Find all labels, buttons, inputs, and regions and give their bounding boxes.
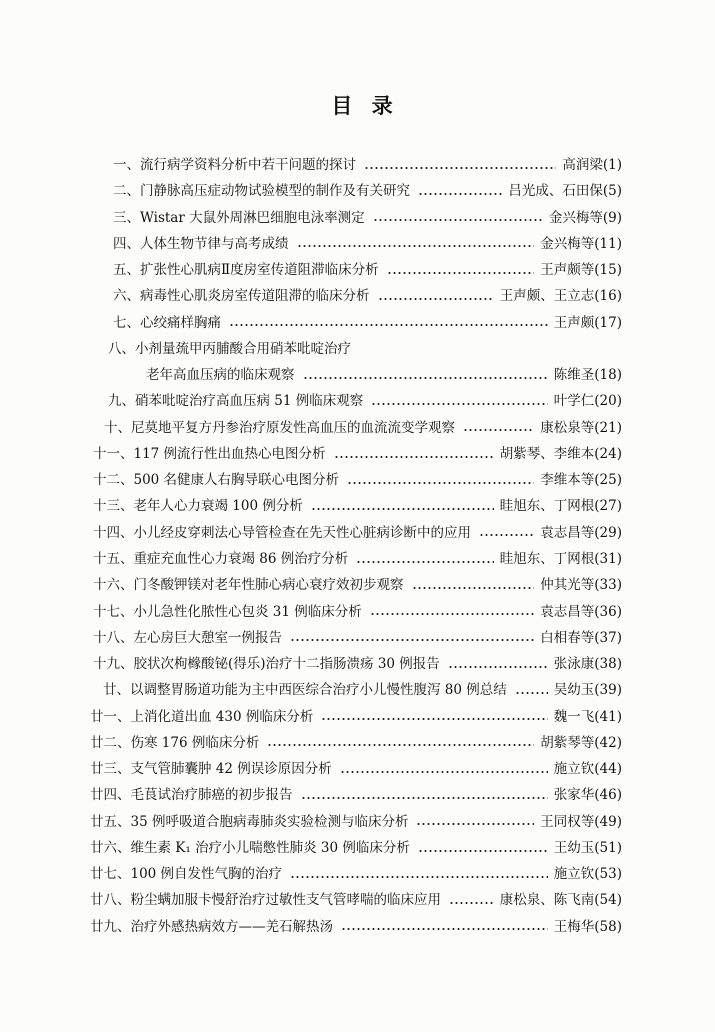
- entry-number: 十四、: [93, 524, 134, 541]
- entry-title: 小儿急性化脓性心包炎 31 例临床分析: [133, 603, 362, 620]
- toc-entry: [93, 520, 622, 546]
- entry-page-number: (37): [594, 629, 622, 646]
- toc-entry: [113, 178, 622, 204]
- toc-entry: [113, 205, 622, 231]
- toc-entry: [93, 441, 622, 467]
- entry-author: 施立钦: [553, 866, 595, 883]
- entry-author: 陈维圣: [553, 367, 595, 384]
- entry-page-number: (38): [594, 656, 622, 673]
- entry-number: 十二、: [93, 472, 134, 489]
- entry-author: 袁志昌等: [540, 603, 595, 620]
- entry-number: 廿二、: [90, 734, 131, 751]
- toc-entry: [108, 388, 622, 414]
- entry-page-number: (16): [594, 288, 622, 305]
- entry-title: 硝苯吡啶治疗高血压病 51 例临床观察: [135, 393, 364, 410]
- entry-number: 二、: [113, 183, 140, 200]
- entry-number: 十五、: [93, 550, 134, 567]
- entry-title: 门静脉高压症动物试验模型的制作及有关研究: [140, 183, 410, 200]
- toc-entry: [93, 493, 622, 519]
- entry-number: 十、: [104, 419, 131, 436]
- entry-number: 十六、: [93, 577, 134, 594]
- leader-dots: [515, 691, 548, 695]
- entry-title: 117 例流行性出血热心电图分析: [133, 445, 326, 462]
- entry-page-number: (20): [594, 393, 622, 410]
- entry-title: 100 例自发性气胸的治疗: [130, 866, 283, 883]
- entry-title: 35 例呼吸道合胞病毒肺炎实验检测与临床分析: [130, 813, 409, 830]
- entry-page-number: (58): [594, 918, 622, 935]
- entry-number: 廿七、: [90, 866, 131, 883]
- leader-dots: [371, 402, 548, 406]
- entry-page-number: (41): [594, 708, 622, 725]
- entry-number: 廿三、: [90, 761, 131, 778]
- entry-page-number: (42): [594, 734, 622, 751]
- toc-entry: [90, 835, 622, 861]
- entry-number: 十八、: [93, 629, 134, 646]
- toc-entry: [113, 310, 622, 336]
- entry-author: 王幼玉: [553, 839, 595, 856]
- entry-page-number: (5): [602, 183, 622, 200]
- entry-page-number: (39): [594, 682, 622, 699]
- entry-author: 高润梁: [562, 157, 603, 173]
- toc-entry: [104, 415, 622, 441]
- entry-title: 左心房巨大憩室一例报告: [133, 629, 282, 646]
- toc-entry: [93, 625, 622, 651]
- entry-number: 廿九、: [90, 918, 131, 935]
- entry-number: 四、: [113, 235, 140, 252]
- entry-author: 王声颇等: [540, 262, 595, 279]
- leader-dots: [301, 796, 548, 800]
- entry-title: 重症充血性心力衰竭 86 例治疗分析: [133, 550, 349, 567]
- toc-entry: [113, 231, 622, 257]
- leader-dots: [416, 822, 534, 826]
- entry-number: 五、: [113, 262, 140, 279]
- entry-author: 康松泉等: [540, 419, 595, 436]
- leader-dots: [356, 560, 494, 564]
- entry-number: 廿、: [103, 682, 130, 699]
- entry-author: 眭旭东、丁网根: [499, 498, 595, 515]
- entry-title: 小剂量巯甲丙脯酸合用硝苯吡啶治疗: [135, 340, 351, 357]
- entry-title: 人体生物节律与高考成绩: [140, 235, 289, 252]
- leader-dots: [373, 218, 543, 222]
- entry-number: 廿五、: [90, 813, 131, 830]
- entry-author: 吴幼玉: [553, 682, 595, 699]
- entry-author: 王声颇: [553, 314, 595, 331]
- leader-dots: [321, 717, 547, 721]
- toc-entry: [90, 861, 622, 887]
- toc-entry-continuation: [146, 362, 622, 388]
- entry-title: 支气管肺囊肿 42 例误诊原因分析: [130, 761, 332, 778]
- toc-entry: [90, 730, 622, 756]
- entry-page-number: (1): [602, 157, 622, 173]
- leader-dots: [479, 533, 534, 537]
- entry-title-continuation: 老年高血压病的临床观察: [146, 367, 295, 384]
- leader-dots: [378, 297, 494, 301]
- entry-author: 金兴梅等: [540, 235, 595, 252]
- toc-entry: [113, 257, 622, 283]
- entry-author: 金兴梅等: [548, 209, 603, 226]
- entry-author: 白相春等: [540, 629, 595, 646]
- entry-author: 魏一飞: [553, 708, 595, 725]
- entry-number: 十九、: [93, 656, 134, 673]
- entry-author: 张家华: [553, 787, 595, 804]
- entry-author: 胡紫琴等: [540, 734, 595, 751]
- entry-title: 维生素 K₁ 治疗小儿喘憋性肺炎 30 例临床分析: [130, 839, 410, 856]
- entry-number: 十三、: [93, 498, 134, 515]
- leader-dots: [364, 166, 556, 170]
- entry-number: 七、: [113, 314, 140, 331]
- entry-author: 王梅华: [553, 918, 595, 935]
- toc-entry: [93, 546, 622, 572]
- entry-page-number: (15): [594, 262, 622, 279]
- leader-dots: [418, 849, 548, 853]
- leader-dots: [297, 244, 535, 248]
- table-of-contents: [0, 152, 715, 940]
- entry-page-number: (17): [594, 314, 622, 331]
- leader-dots: [412, 586, 535, 590]
- leader-dots: [290, 638, 534, 642]
- entry-page-number: (54): [594, 892, 622, 909]
- entry-page-number: (31): [594, 550, 622, 567]
- entry-title: 病毒性心肌炎房室传道阻滞的临床分析: [140, 288, 370, 305]
- leader-dots: [449, 901, 494, 905]
- entry-page-number: (9): [602, 209, 622, 226]
- toc-entry: [90, 756, 622, 782]
- entry-page-number: (21): [594, 419, 622, 436]
- entry-page-number: (46): [594, 787, 622, 804]
- toc-entry: [90, 809, 622, 835]
- entry-page-number: (36): [594, 603, 622, 620]
- leader-dots: [341, 927, 548, 931]
- entry-title: 尼莫地平复方丹参治疗原发性高血压的血流流变学观察: [131, 419, 455, 436]
- toc-entry: [90, 782, 622, 808]
- entry-author: 叶学仁: [553, 393, 595, 410]
- entry-title: 小儿经皮穿刺法心导管检查在先天性心脏病诊断中的应用: [133, 524, 471, 541]
- entry-page-number: (24): [594, 445, 622, 462]
- entry-page-number: (53): [594, 866, 622, 883]
- entry-number: 九、: [108, 393, 135, 410]
- toc-entry: [113, 283, 622, 309]
- entry-page-number: (44): [594, 761, 622, 778]
- toc-entry: [113, 152, 622, 178]
- entry-author: 胡紫琴、李维本: [499, 445, 595, 462]
- toc-entry: [93, 467, 622, 493]
- entry-title: 500 名健康人右胸导联心电图分析: [133, 472, 340, 489]
- toc-entry: [93, 599, 622, 625]
- toc-entry: [90, 704, 622, 730]
- entry-author: 康松泉、陈飞南: [499, 892, 595, 909]
- leader-dots: [370, 612, 535, 616]
- entry-title: 上消化道出血 430 例临床分析: [130, 708, 314, 725]
- entry-author: 李维本等: [540, 472, 595, 489]
- entry-page-number: (18): [594, 367, 622, 384]
- leader-dots: [267, 743, 534, 747]
- page-title: 目 录: [331, 93, 399, 118]
- entry-page-number: (27): [594, 498, 622, 515]
- entry-number: 一、: [113, 157, 140, 173]
- leader-dots: [448, 665, 548, 669]
- entry-author: 袁志昌等: [540, 524, 595, 541]
- entry-number: 十七、: [93, 603, 134, 620]
- entry-page-number: (51): [594, 839, 622, 856]
- toc-entry: [103, 677, 622, 703]
- entry-title: Wistar 大鼠外周淋巴细胞电泳率测定: [140, 209, 365, 226]
- entry-number: 廿八、: [90, 892, 131, 909]
- entry-title: 扩张性心肌病Ⅱ度房室传道阻滞临床分析: [140, 262, 379, 279]
- leader-dots: [229, 323, 548, 327]
- entry-title: 毛茛试治疗肺癌的初步报告: [130, 787, 293, 804]
- toc-entry-first-line: [108, 336, 622, 362]
- entry-number: 十一、: [93, 445, 134, 462]
- entry-title: 胶状次枸橼酸铋(得乐)治疗十二指肠溃疡 30 例报告: [133, 656, 440, 673]
- entry-author: 吕光成、石田保: [508, 183, 603, 200]
- leader-dots: [463, 428, 534, 432]
- leader-dots: [311, 507, 494, 511]
- leader-dots: [387, 271, 535, 275]
- entry-title: 伤寒 176 例临床分析: [130, 734, 260, 751]
- leader-dots: [334, 455, 494, 459]
- leader-dots: [290, 875, 548, 879]
- entry-author: 王同权等: [540, 813, 595, 830]
- leader-dots: [303, 376, 548, 380]
- entry-page-number: (25): [594, 472, 622, 489]
- entry-number: 廿六、: [90, 839, 131, 856]
- entry-title: 以调整胃肠道功能为主中西医综合治疗小儿慢性腹泻 80 例总结: [130, 682, 507, 699]
- entry-title: 心绞痛样胸痛: [140, 314, 221, 331]
- leader-dots: [418, 192, 502, 196]
- leader-dots: [340, 770, 548, 774]
- entry-title: 流行病学资料分析中若干问题的探讨: [140, 157, 356, 173]
- entry-number: 三、: [113, 209, 140, 226]
- entry-title: 老年人心力衰竭 100 例分析: [133, 498, 303, 515]
- entry-number: 廿四、: [90, 787, 131, 804]
- entry-page-number: (49): [594, 813, 622, 830]
- leader-dots: [347, 481, 534, 485]
- entry-title: 粉尘螨加服卡慢舒治疗过敏性支气管哮喘的临床应用: [130, 892, 441, 909]
- toc-entry: [93, 572, 622, 598]
- entry-author: 王声颇、王立志: [499, 288, 595, 305]
- entry-author: 仲其光等: [540, 577, 595, 594]
- entry-author: 眭旭东、丁网根: [499, 550, 595, 567]
- entry-page-number: (29): [594, 524, 622, 541]
- toc-entry: [90, 887, 622, 913]
- entry-title: 门冬酸钾镁对老年性肺心病心衰疗效初步观察: [133, 577, 404, 594]
- entry-author: 施立钦: [553, 761, 595, 778]
- entry-title: 治疗外感热病效方——羌石解热汤: [130, 918, 333, 935]
- toc-entry: [93, 651, 622, 677]
- entry-author: 张泳康: [553, 656, 595, 673]
- entry-page-number: (33): [594, 577, 622, 594]
- entry-number: 六、: [113, 288, 140, 305]
- entry-number: 廿一、: [90, 708, 131, 725]
- toc-entry: [90, 914, 622, 940]
- entry-number: 八、: [108, 340, 135, 357]
- entry-page-number: (11): [594, 235, 622, 252]
